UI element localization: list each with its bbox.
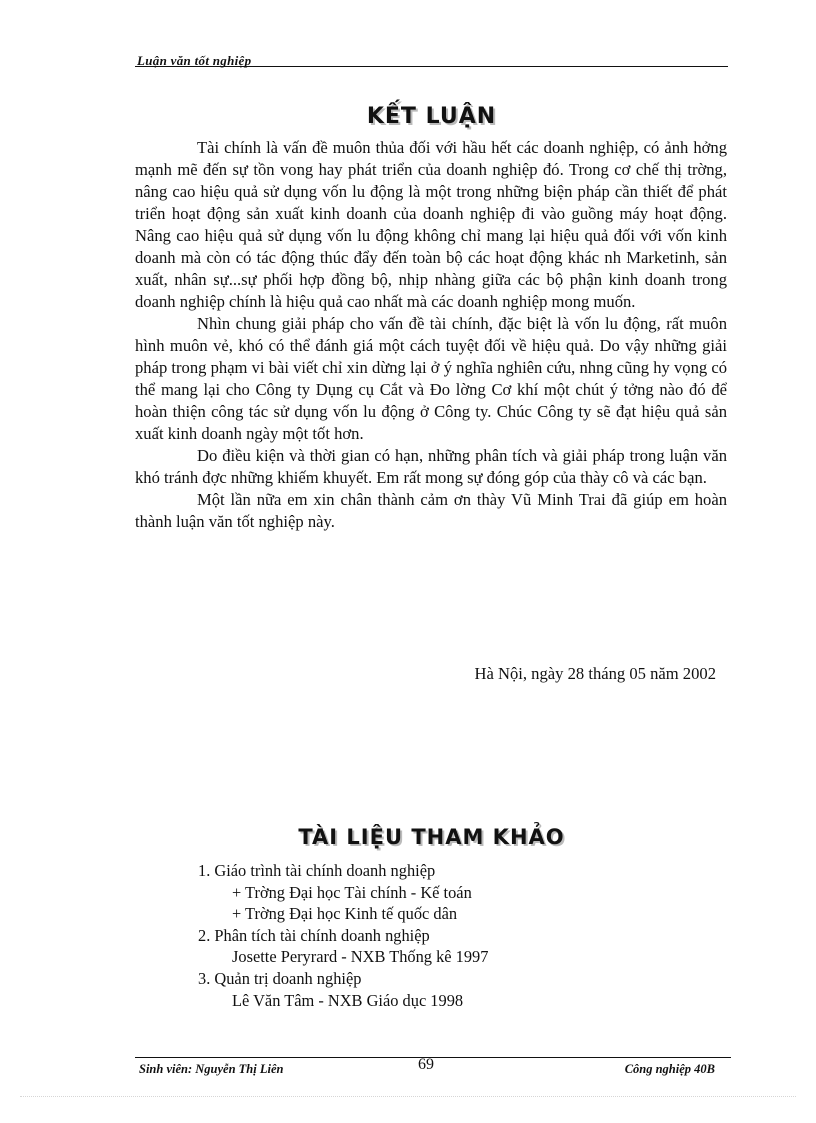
reference-title: 3. Quản trị doanh nghiệp: [198, 968, 362, 988]
reference-item: [198, 860, 718, 925]
conclusion-body: [135, 137, 727, 533]
page-header: [135, 44, 728, 67]
conclusion-title: KẾT LUẬN: [366, 104, 497, 129]
footer-student: Sinh viên: Nguyễn Thị Liên: [139, 1062, 284, 1076]
conclusion-paragraph: Tài chính là vấn đề muôn thủa đối với hầu hết các doanh nghiệp, có ảnh hởng mạnh mẽ đến sự tồn vong hay phát triển của doanh nghiệp đó. Trong cơ chế thị trờng, nâng cao hiệu quả sử dụng vốn lu động là một trong những biện pháp cần thiết để phát triển hoạt động sản xuất kinh doanh của doanh nghiệp đi vào guồng máy hoạt động. Nâng cao hiệu quả sử dụng vốn lu động không chỉ mang lại hiệu quả đối với vốn kinh doanh mà còn có tác động thúc đẩy đến toàn bộ các hoạt động khác nh Marketinh, sản xuất, nhân sự...sự phối hợp đồng bộ, nhịp nhàng giữa các bộ phận kinh doanh trong doanh nghiệp chính là hiệu quả cao nhất mà các doanh nghiệp mong muốn.: [135, 138, 727, 311]
signature-date: Hà Nội, ngày 28 tháng 05 năm 2002: [474, 664, 716, 683]
reference-title: 1. Giáo trình tài chính doanh nghiệp: [198, 861, 436, 880]
reference-detail: Josette Peryrard - NXB Thống kê 1997: [232, 947, 489, 967]
references-title: TÀI LIỆU THAM KHẢO: [298, 825, 565, 849]
conclusion-paragraph: Một lần nữa em xin chân thành cảm ơn thày Vũ Minh Trai đã giúp em hoàn thành luận văn tốt nghiệp này.: [135, 490, 727, 531]
reference-detail: + Trờng Đại học Tài chính - Kế toán: [232, 882, 472, 902]
reference-item: [198, 968, 718, 1011]
reference-title: 2. Phân tích tài chính doanh nghiệp: [198, 925, 430, 945]
reference-item: [198, 925, 718, 968]
reference-detail: + Trờng Đại học Kinh tế quốc dân: [232, 904, 458, 924]
page-footer: [135, 1056, 731, 1076]
page-number: 69: [418, 1056, 434, 1073]
references-list: [198, 860, 718, 1011]
conclusion-paragraph: Do điều kiện và thời gian có hạn, những phân tích và giải pháp trong luận văn khó tránh đợc những khiếm khuyết. Em rất mong sự đóng góp của thày cô và các bạn.: [135, 446, 727, 487]
header-text: Luận văn tốt nghiệp: [137, 53, 252, 68]
footer-class: Công nghiệp 40B: [624, 1062, 715, 1076]
conclusion-paragraph: Nhìn chung giải pháp cho vấn đề tài chính, đặc biệt là vốn lu động, rất muôn hình muôn vẻ, khó có thể đánh giá một cách tuyệt đối về hiệu quả. Do vậy những giải pháp trong phạm vi bài viết chỉ xin dừng lại ở ý nghĩa nghiên cứu, nhng cũng hy vọng có thể mang lại cho Công ty Dụng cụ Cắt và Đo lờng Cơ khí một chút ý tởng nào đó để hoàn thiện công tác sử dụng vốn lu động ở Công ty. Chúc Công ty sẽ đạt hiệu quả sản xuất kinh doanh ngày một tốt hơn.: [135, 314, 727, 443]
reference-detail: Lê Văn Tâm - NXB Giáo dục 1998: [232, 990, 464, 1010]
page-divider: [20, 1096, 796, 1097]
